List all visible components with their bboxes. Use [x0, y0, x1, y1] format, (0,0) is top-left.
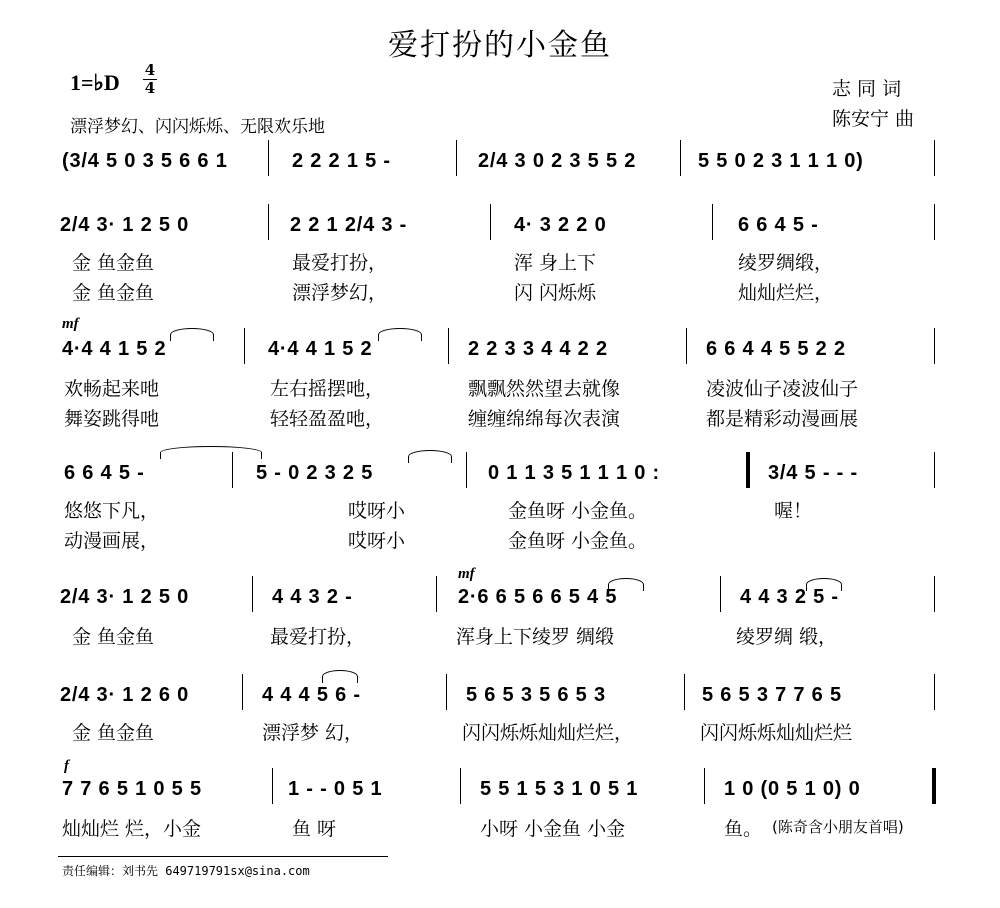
lyric-line-1: 最爱打扮，: [292, 252, 388, 274]
lyric-line-2: 都是精彩动漫画展: [706, 408, 859, 430]
singer-note: (陈奇含小朋友首唱): [772, 818, 904, 836]
lyric-line-2: 动漫画展，: [64, 530, 160, 552]
barline: [244, 328, 245, 364]
measure-notes: 6 6 4 4 5 5 2 2: [706, 338, 846, 360]
dynamic-marking: f: [64, 758, 69, 774]
dynamic-marking: mf: [458, 566, 475, 582]
time-signature-top: 4: [144, 61, 156, 79]
measure-notes: 1 - - 0 5 1: [288, 778, 383, 800]
barline: [686, 328, 687, 364]
barline: [704, 768, 705, 804]
measure-notes: 2/4 3· 1 2 6 0: [60, 684, 190, 706]
measure-notes: 5 5 0 2 3 1 1 1 0): [698, 150, 864, 172]
measure-notes: 2 2 1 2/4 3 -: [290, 214, 408, 236]
barline: [466, 452, 467, 488]
measure-notes: 2 2 3 3 4 4 2 2: [468, 338, 608, 360]
barline: [934, 204, 935, 240]
barline: [934, 328, 935, 364]
lyric-line-1: 欢畅起来吔: [64, 378, 160, 400]
measure-notes: 4·4 4 1 5 2: [268, 338, 373, 360]
slur: [170, 328, 214, 341]
barline: [456, 140, 457, 176]
barline: [684, 674, 685, 710]
lyric-line-1: 凌波仙子凌波仙子: [706, 378, 859, 400]
slur: [322, 670, 358, 683]
lyric-line-1: 鱼。: [724, 818, 763, 840]
song-title: 爱打扮的小金鱼: [388, 28, 612, 63]
lyric-line-1: 绫罗绸 缎，: [736, 626, 838, 648]
footer-rule: [58, 856, 388, 857]
barline: [934, 140, 935, 176]
lyric-line-1: 左右摇摆吔，: [270, 378, 385, 400]
barline: [712, 204, 713, 240]
lyric-line-1: 金 鱼金鱼: [72, 626, 155, 648]
lyric-line-2: 闪 闪烁烁: [514, 282, 597, 304]
measure-notes: 4 4 3 2 5 -: [740, 586, 839, 608]
measure-notes: 5 - 0 2 3 2 5: [256, 462, 374, 484]
expression-marking: 漂浮梦幻、闪闪烁烁、无限欢乐地: [70, 117, 325, 137]
barline: [934, 452, 935, 488]
measure-notes: 2/4 3 0 2 3 5 5 2: [478, 150, 637, 172]
measure-notes: 4 4 3 2 -: [272, 586, 353, 608]
lyric-line-1: 金鱼呀 小金鱼。: [508, 500, 648, 522]
measure-notes: 6 6 4 5 -: [64, 462, 145, 484]
barline: [680, 140, 681, 176]
lyric-line-1: 金 鱼金鱼: [72, 252, 155, 274]
measure-notes: 5 6 5 3 7 7 6 5: [702, 684, 842, 706]
slur: [408, 450, 452, 463]
barline: [934, 576, 935, 612]
lyricist-credit: 志 同 词: [832, 78, 902, 100]
time-signature: [143, 62, 157, 97]
lyric-line-2: 漂浮梦幻，: [292, 282, 388, 304]
measure-notes: 2 2 2 1 5 -: [292, 150, 391, 172]
lyric-line-2: 缠缠绵绵每次表演: [468, 408, 621, 430]
barline: [272, 768, 273, 804]
lyric-line-2: 哎呀小: [348, 530, 406, 552]
final-barline: [932, 768, 936, 804]
barline: [446, 674, 447, 710]
dynamic-marking: mf: [62, 316, 79, 332]
lyric-line-1: 漂浮梦 幻，: [262, 722, 364, 744]
lyric-line-1: 浑 身上下: [514, 252, 597, 274]
measure-notes: 3/4 5 - - -: [768, 462, 858, 484]
lyric-line-2: 金鱼呀 小金鱼。: [508, 530, 648, 552]
lyric-line-1: 金 鱼金鱼: [72, 722, 155, 744]
lyric-line-1: 浑身上下绫罗 绸缎: [456, 626, 615, 648]
barline: [720, 576, 721, 612]
lyric-line-1: 闪闪烁烁灿灿烂烂，: [462, 722, 634, 744]
key-signature: 1=♭D: [70, 70, 120, 95]
measure-notes: 7 7 6 5 1 0 5 5: [62, 778, 202, 800]
barline: [268, 140, 269, 176]
measure-notes: 2·6 6 5 6 6 5 4 5: [458, 586, 618, 608]
barline: [436, 576, 437, 612]
measure-notes: 4 4 4 5 6 -: [262, 684, 361, 706]
slur: [378, 328, 422, 341]
barline: [934, 674, 935, 710]
lyric-line-2: 灿灿烂烂，: [738, 282, 834, 304]
measure-notes: 6 6 4 5 -: [738, 214, 819, 236]
lyric-line-2: 金 鱼金鱼: [72, 282, 155, 304]
lyric-line-1: 悠悠下凡，: [64, 500, 160, 522]
repeat-barline: [746, 452, 750, 488]
footer-editor: 责任编辑：刘书先 649719791sx@sina.com: [62, 864, 310, 878]
barline: [448, 328, 449, 364]
barline: [490, 204, 491, 240]
composer-credit: 陈安宁 曲: [832, 108, 915, 130]
measure-notes: 5 6 5 3 5 6 5 3: [466, 684, 606, 706]
measure-notes: 2/4 3· 1 2 5 0: [60, 214, 190, 236]
barline: [460, 768, 461, 804]
barline: [242, 674, 243, 710]
barline: [252, 576, 253, 612]
time-signature-bottom: 4: [144, 79, 156, 97]
tie: [160, 446, 262, 459]
measure-notes: (3/4 5 0 3 5 6 6 1: [62, 150, 228, 172]
lyric-line-1: 鱼 呀: [292, 818, 337, 840]
measure-notes: 4· 3 2 2 0: [514, 214, 607, 236]
lyric-line-1: 最爱打扮，: [270, 626, 366, 648]
lyric-line-1: 小呀 小金鱼 小金: [480, 818, 626, 840]
measure-notes: 2/4 3· 1 2 5 0: [60, 586, 190, 608]
barline: [268, 204, 269, 240]
lyric-line-2: 舞姿跳得吔: [64, 408, 160, 430]
measure-notes: 5 5 1 5 3 1 0 5 1: [480, 778, 639, 800]
lyric-line-1: 闪闪烁烁灿灿烂烂: [700, 722, 853, 744]
lyric-line-2: 轻轻盈盈吔，: [270, 408, 385, 430]
lyric-line-1: 哎呀小: [348, 500, 406, 522]
measure-notes: 1 0 (0 5 1 0) 0: [724, 778, 861, 800]
lyric-line-1: 喔！: [774, 500, 813, 522]
measure-notes: 4·4 4 1 5 2: [62, 338, 167, 360]
lyric-line-1: 绫罗绸缎，: [738, 252, 834, 274]
lyric-line-1: 灿灿烂 烂，小金: [62, 818, 202, 840]
barline: [232, 452, 233, 488]
measure-notes: 0 1 1 3 5 1 1 1 0 :: [488, 462, 660, 484]
lyric-line-1: 飘飘然然望去就像: [468, 378, 621, 400]
